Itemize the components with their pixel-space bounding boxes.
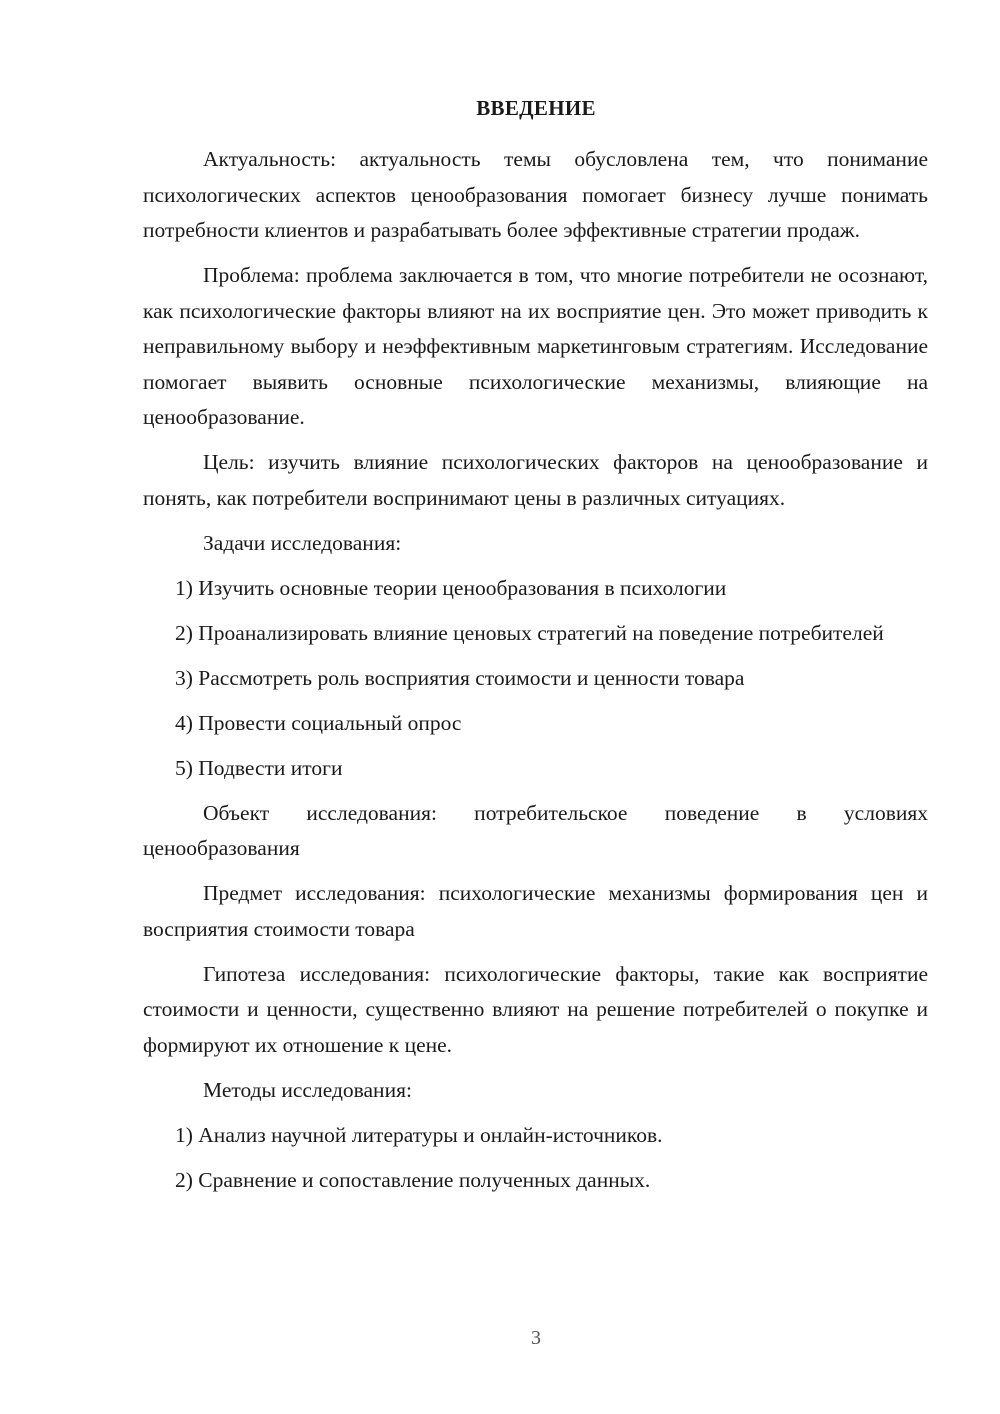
task-item: 4) Провести социальный опрос (175, 710, 462, 735)
page-title: ВВЕДЕНИЕ (476, 96, 596, 120)
subject-paragraph: Предмет исследования: психологические механизмы формирования цен и восприятия стоимости товара (143, 881, 928, 941)
hypothesis-paragraph: Гипотеза исследования: психологические факторы, такие как восприятие стоимости и ценности, существенно влияют на решение потребителей о покупке и формируют их отношение к цене. (143, 961, 928, 1057)
tasks-heading: Задачи исследования: (203, 530, 402, 555)
method-item: 1) Анализ научной литературы и онлайн-источников. (175, 1122, 663, 1147)
task-item: 5) Подвести итоги (175, 755, 343, 780)
task-item: 3) Рассмотреть роль восприятия стоимости и ценности товара (175, 665, 745, 690)
object-paragraph: Объект исследования: потребительское поведение в условиях ценообразования (143, 800, 928, 860)
relevance-paragraph: Актуальность: актуальность темы обусловлена тем, что понимание психологических аспектов ценообразования помогает бизнесу лучше понимать потребности клиентов и разрабатывать более эффективные стратегии продаж. (143, 147, 928, 242)
methods-heading: Методы исследования: (203, 1077, 412, 1102)
problem-paragraph: Проблема: проблема заключается в том, что многие потребители не осознают, как психологические факторы влияют на их восприятие цен. Это может приводить к неправильному выбору и неэффективным маркетинговым стратегиям. Исследование помогает выявить основные психологические механизмы, влияющие на ценообразование. (143, 263, 928, 429)
page-number: 3 (531, 1327, 541, 1349)
task-item: 1) Изучить основные теории ценообразования в психологии (175, 575, 727, 600)
method-item: 2) Сравнение и сопоставление полученных данных. (175, 1167, 651, 1192)
task-item: 2) Проанализировать влияние ценовых стратегий на поведение потребителей (175, 620, 884, 645)
goal-paragraph: Цель: изучить влияние психологических факторов на ценообразование и понять, как потребители воспринимают цены в различных ситуациях. (143, 450, 928, 510)
document-body (143, 142, 928, 1208)
